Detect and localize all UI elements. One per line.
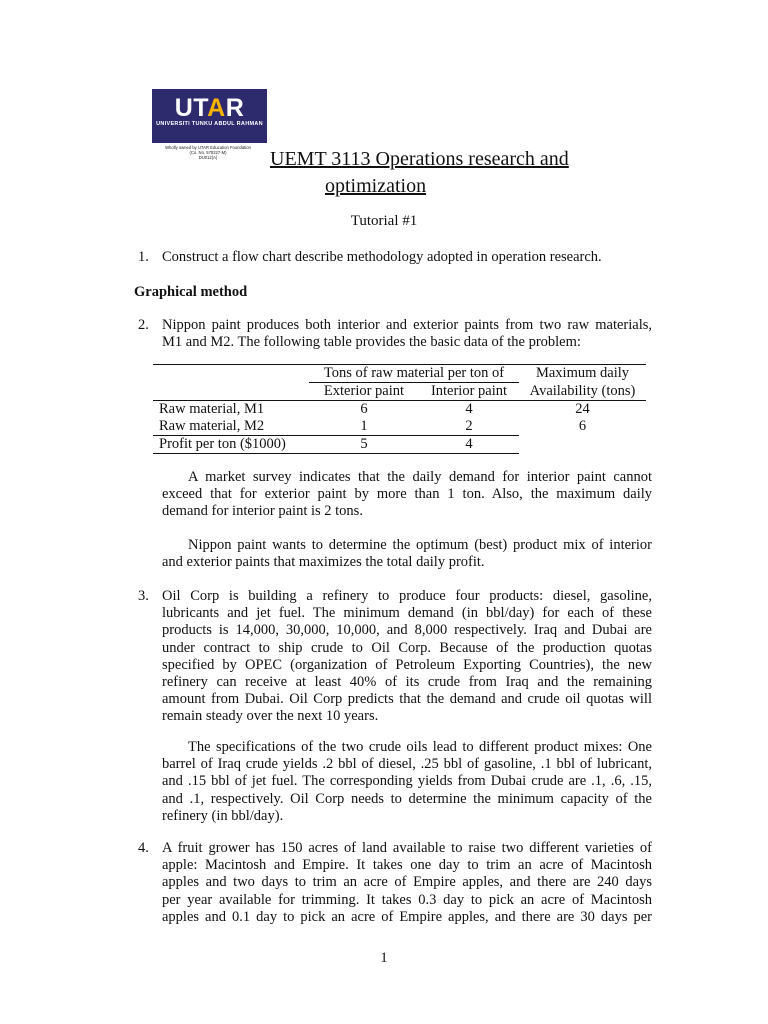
table-row: Raw material, M2 1 2 6 (159, 418, 587, 435)
table-row: Raw material, M1 6 4 24 (159, 401, 590, 417)
question-3-paragraph-2: The specifications of the two crude oils lead to different product mixes: One barrel of Iraq crude yields .2 bbl of diesel, .25 bbl of gasoline, .1 bbl of lubricant, and .15 bbl of jet fuel. The corresponding yields from Dubai crude are .1, .6, .15, and .1, respectively. Oil Corp needs to determine the minimum capacity of the refinery (in bbl/day). (162, 739, 652, 824)
question-4-paragraph-1: A fruit grower has 150 acres of land available to raise two different varieties of apple: Macintosh and Empire. It takes one day to trim an acre of Macintosh apples and two days to trim an acre of Empire apples, and there are 240 days per year available for trimming. It takes 0.3 day to pick an acre of Macintosh apples and 0.1 day to pick an acre of Empire apples, and there are 30 days per (162, 840, 652, 925)
table-header-max-line1: Maximum daily (519, 365, 646, 383)
logo-foundation-note: Wholly owned by UTAR Education Foundation (Co. No. 578227-M) DU012(A) (165, 145, 251, 160)
question-2-intro: Nippon paint produces both interior and exterior paints from two raw materials, M1 and M2. The following table provides the basic data of the problem: (162, 317, 652, 351)
page-number: 1 (380, 950, 388, 966)
table-header-interior: Interior paint (419, 383, 519, 401)
question-2-paragraph-2: Nippon paint wants to determine the optimum (best) product mix of interior and exterior paints that maximizes the total daily profit. (162, 537, 652, 571)
university-logo (152, 89, 267, 143)
question-3-paragraph-1: Oil Corp is building a refinery to produce four products: diesel, gasoline, lubricants and jet fuel. The minimum demand (in bbl/day) for each of these products is 14,000, 30,000, 10,000, and 8,000 respectively. Iraq and Dubai are under contract to ship crude to Oil Corp. Because of the production quotas specified by OPEC (organization of Petroleum Exporting Countries), the new refinery can receive at least 40% of its crude from Iraq and the remaining amount from Dubai. Oil Corp predicts that the demand and crude oil quotas will remain steady over the next 10 years. (162, 588, 652, 725)
question-number-2: 2. (138, 317, 149, 333)
question-1-text: Construct a flow chart describe methodology adopted in operation research. (162, 249, 602, 265)
question-number-3: 3. (138, 588, 149, 604)
table-group-header: Tons of raw material per ton of (309, 365, 519, 383)
table-header-exterior: Exterior paint (309, 383, 419, 401)
question-number-4: 4. (138, 840, 149, 856)
paint-data-table (153, 364, 646, 454)
logo-university-name: UNIVERSITI TUNKU ABDUL RAHMAN (156, 121, 263, 127)
question-number-1: 1. (138, 249, 149, 265)
logo-wordmark: UTAR (174, 94, 245, 122)
table-row: Profit per ton ($1000) 5 4 (153, 436, 646, 454)
document-title: UEMT 3113 Operations research and optimization (270, 148, 569, 197)
question-2-paragraph-1: A market survey indicates that the daily demand for interior paint cannot exceed that for exterior paint by more than 1 ton. Also, the maximum daily demand for interior paint is 2 tons. (162, 469, 652, 520)
table-header-max-line2: Availability (tons) (519, 383, 646, 401)
section-heading: Graphical method (134, 284, 248, 300)
tutorial-heading: Tutorial #1 (350, 213, 418, 229)
